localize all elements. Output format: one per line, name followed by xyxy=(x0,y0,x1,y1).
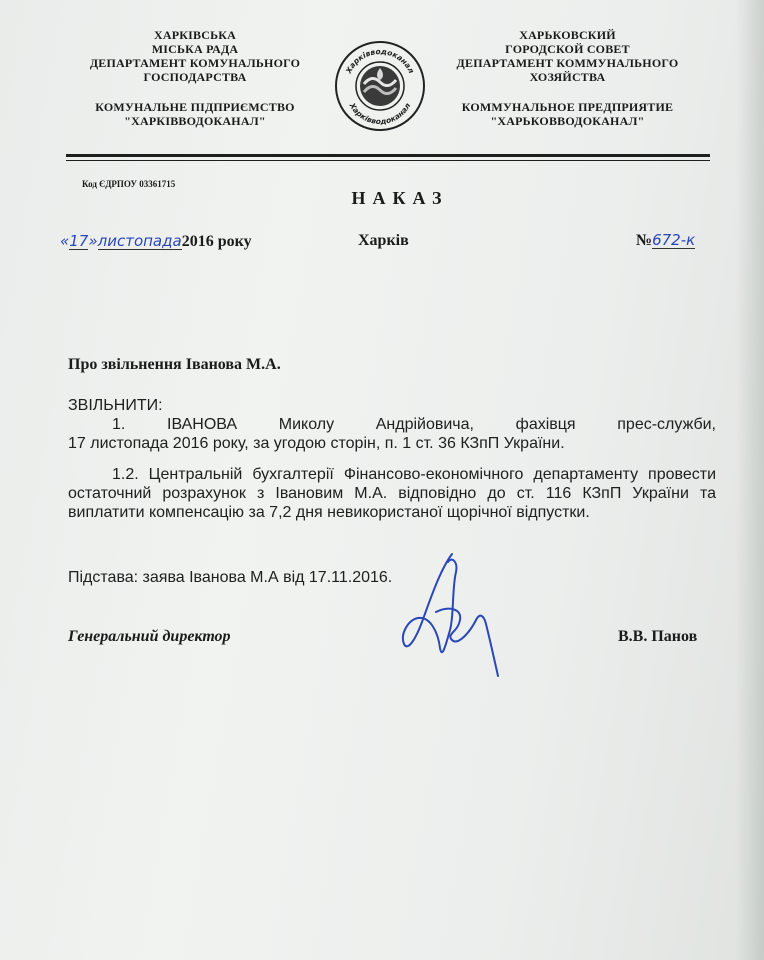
enterprise-line: "ХАРКІВВОДОКАНАЛ" xyxy=(124,114,266,128)
company-emblem-icon xyxy=(334,40,426,132)
page-shadow xyxy=(736,0,764,960)
emblem-bottom-text: Харківводоканал xyxy=(347,101,413,127)
order-item-1 xyxy=(68,415,716,453)
date-day: 17 xyxy=(69,232,89,250)
date-year: 2016 року xyxy=(181,233,252,250)
enterprise-line: "ХАРЬКОВВОДОКАНАЛ" xyxy=(490,114,645,128)
item-1-line-1: 1. ІВАНОВА Миколу Андрійовича, фахівця прес-служби, xyxy=(112,416,716,433)
header-line: МІСЬКА РАДА xyxy=(151,42,239,56)
order-basis: Підстава: заява Іванова М.А від 17.11.2016. xyxy=(68,569,393,586)
header-divider-thin xyxy=(66,160,710,161)
signatory-title: Генеральний директор xyxy=(68,628,231,645)
header-line: ГОРОДСКОЙ СОВЕТ xyxy=(505,42,630,56)
signatory-name: В.В. Панов xyxy=(618,628,698,645)
order-date xyxy=(60,232,252,251)
dismiss-heading: ЗВІЛЬНИТИ: xyxy=(68,397,163,414)
header-left-ukrainian xyxy=(60,28,330,128)
header-divider-thick xyxy=(66,154,710,157)
date-month: листопада xyxy=(97,232,182,250)
date-open-quote: « xyxy=(60,232,70,250)
header-right-russian xyxy=(440,28,695,128)
emblem-top-text: Харківводоканал xyxy=(344,46,416,75)
order-subject: Про звільнення Іванова М.А. xyxy=(68,356,281,373)
handwritten-signature-icon xyxy=(394,548,510,684)
document-title: НАКАЗ xyxy=(351,188,449,208)
order-number xyxy=(636,232,695,250)
header-line: ХАРКІВСЬКА xyxy=(153,28,236,42)
header-line: ХОЗЯЙСТВА xyxy=(529,70,606,84)
header-line: ГОСПОДАРСТВА xyxy=(143,70,247,84)
item-1-line-2: 17 листопада 2016 року, за угодою сторін, п. 1 ст. 36 КЗпП України. xyxy=(68,435,565,452)
enterprise-line: КОМУНАЛЬНЕ ПІДПРИЄМСТВО xyxy=(95,100,295,114)
date-close-quote: » xyxy=(88,232,98,250)
header-line: ДЕПАРТАМЕНТ КОММУНАЛЬНОГО xyxy=(456,56,679,70)
header-line: ХАРЬКОВСКИЙ xyxy=(519,28,616,42)
header-line: ДЕПАРТАМЕНТ КОМУНАЛЬНОГО xyxy=(89,56,301,70)
number-prefix: № xyxy=(636,232,653,249)
order-item-2: 1.2. Центральній бухгалтерії Фінансово-економічного департаменту провести остаточний розрахунок з Івановим М.А. відповідно до ст. 116 КЗпП України та виплатити компенсацію за 7,2 дня невикористаної щорічної відпустки. xyxy=(68,466,716,521)
enterprise-line: КОММУНАЛЬНОЕ ПРЕДПРИЯТИЕ xyxy=(461,100,674,114)
number-value: 672-к xyxy=(652,231,696,249)
edrpou-code: Код ЄДРПОУ 03361715 xyxy=(82,179,176,189)
city: Харків xyxy=(358,232,409,249)
